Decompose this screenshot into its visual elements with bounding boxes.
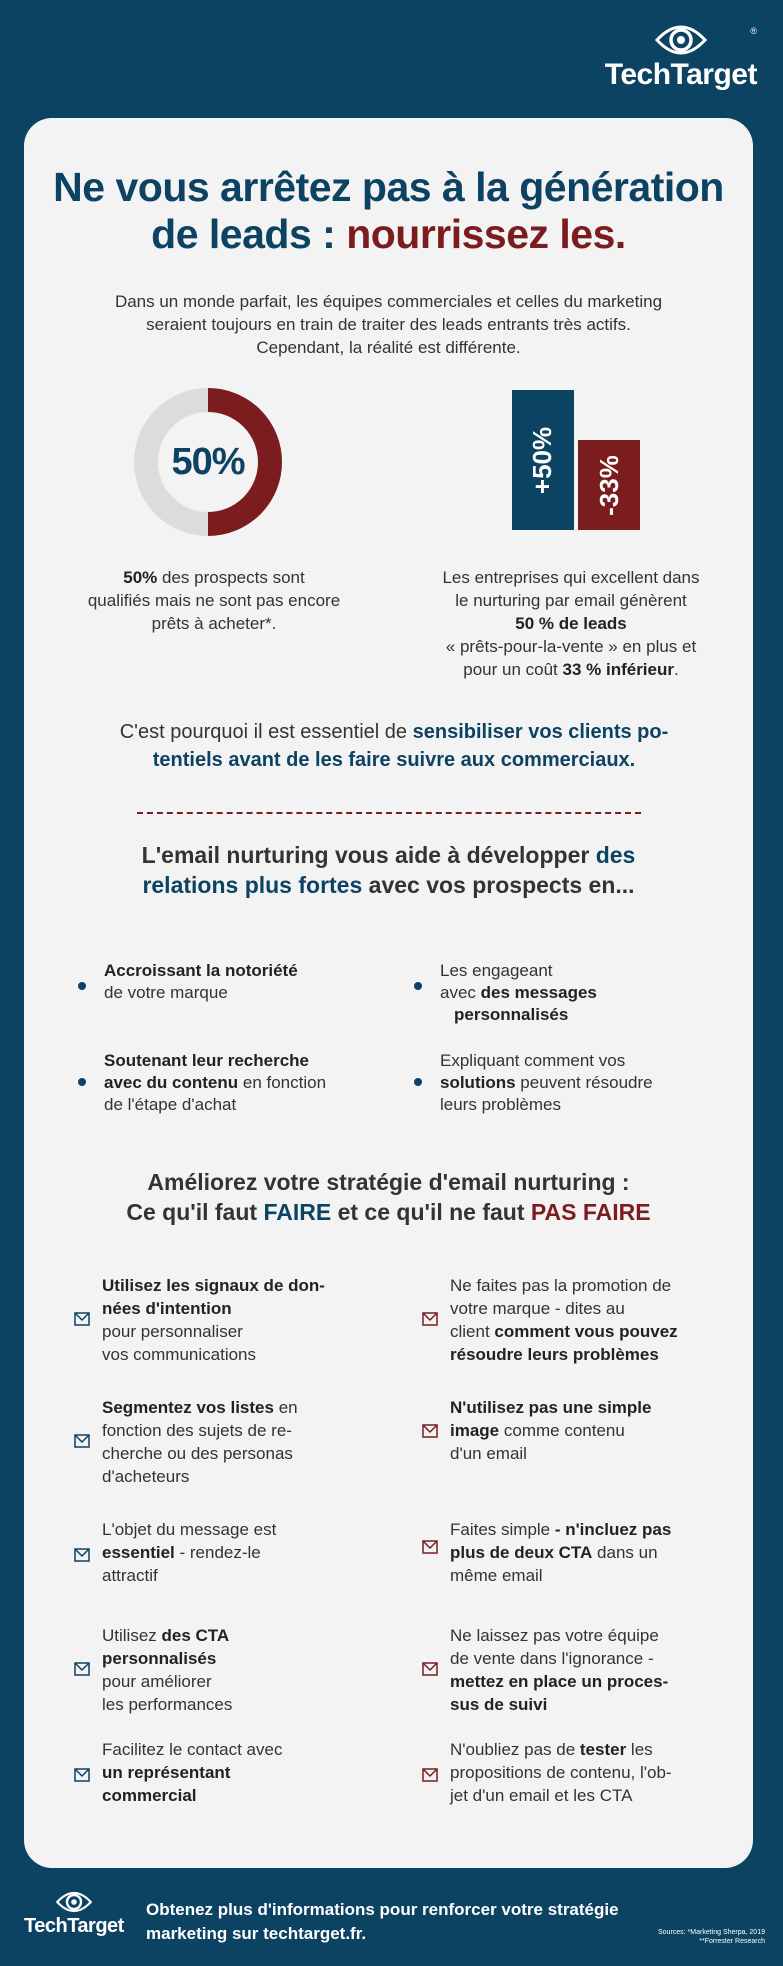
title-line-2b: nourrissez les.	[346, 211, 626, 257]
intro-line: seraient toujours en train de traiter des leads entrants très actifs.	[146, 315, 631, 334]
envelope-icon	[74, 1434, 90, 1448]
do-text: Utilisez	[102, 1626, 162, 1645]
do-text: vos communications	[102, 1345, 257, 1364]
bar-pair	[512, 390, 652, 530]
heading-part: Ce qu'il faut	[126, 1199, 264, 1225]
bullet-dot	[78, 1078, 86, 1086]
do-item	[102, 1274, 352, 1366]
bar-minus-33	[578, 440, 640, 530]
dont-item	[450, 1396, 700, 1465]
heading-part: Améliorez votre stratégie d'email nurturing :	[147, 1169, 630, 1195]
sources-note	[658, 1928, 765, 1946]
heading-part: L'email nurturing vous aide à développer	[141, 842, 596, 868]
do-item	[102, 1518, 352, 1587]
stat-left-text	[64, 566, 364, 635]
stat-right-bold: 50 % de leads	[515, 614, 627, 633]
bar-plus-50	[512, 390, 574, 530]
do-text: les performances	[102, 1695, 233, 1714]
footer-cta-link[interactable]	[146, 1898, 666, 1946]
bullet-bold: avec du contenu	[104, 1073, 239, 1092]
dont-bold: comment vous pouvez	[494, 1322, 678, 1341]
footer-wordmark: TechTarget	[24, 1915, 124, 1937]
bullet-dot	[414, 982, 422, 990]
dont-bold: image	[450, 1421, 500, 1440]
heading-highlight: des	[595, 842, 636, 868]
dont-text: même email	[450, 1566, 543, 1585]
bullet-bold: personnalisés	[454, 1005, 569, 1024]
envelope-icon	[422, 1768, 438, 1782]
do-bold: nées d'intention	[102, 1299, 232, 1318]
do-bold: Segmentez vos listes	[102, 1398, 274, 1417]
key-message-lead: C'est pourquoi il est essentiel de	[119, 721, 413, 743]
eye-icon	[54, 1888, 94, 1916]
do-text: d'acheteurs	[102, 1467, 190, 1486]
envelope-icon	[74, 1548, 90, 1562]
envelope-icon	[74, 1768, 90, 1782]
bullet-text: en fonction	[238, 1073, 327, 1092]
dont-text: jet d'un email et les CTA	[450, 1786, 633, 1805]
do-item	[102, 1624, 352, 1716]
footer-cta-line: marketing sur techtarget.fr.	[146, 1924, 367, 1943]
dont-text: comme contenu	[499, 1421, 625, 1440]
eye-icon	[653, 20, 709, 60]
dont-bold: N'utilisez pas une simple	[450, 1398, 652, 1417]
stat-left-bold: 50%	[123, 568, 158, 587]
do-bold: essentiel	[102, 1543, 175, 1562]
dont-text: votre marque - dites au	[450, 1299, 625, 1318]
bullet-text: Les engageant	[440, 961, 553, 980]
dont-item	[450, 1738, 710, 1807]
dont-bold: plus de deux CTA	[450, 1543, 593, 1562]
do-text: pour améliorer	[102, 1672, 212, 1691]
dont-text: dans un	[592, 1543, 658, 1562]
bullet-bold: Soutenant leur recherche	[104, 1051, 310, 1070]
dont-bold: sus de suivi	[450, 1695, 548, 1714]
stat-right-text	[416, 566, 726, 681]
stat-left-line: prêts à acheter*.	[151, 614, 277, 633]
dont-bold: mettez en place un proces-	[450, 1672, 669, 1691]
heading-dont: PAS FAIRE	[530, 1199, 651, 1225]
bullet-text: peuvent résoudre	[515, 1073, 653, 1092]
stat-right-line: .	[674, 660, 679, 679]
dont-item	[450, 1624, 700, 1716]
bullet-bold: solutions	[440, 1073, 516, 1092]
do-text: pour personnaliser	[102, 1322, 243, 1341]
registered-mark: ®	[750, 26, 757, 36]
heading-highlight: relations plus fortes	[142, 872, 363, 898]
do-bold: Utilisez les signaux de don-	[102, 1276, 325, 1295]
bullet-dot	[78, 982, 86, 990]
dashed-divider	[137, 812, 641, 814]
bullet-dot	[414, 1078, 422, 1086]
dont-text: Ne laissez pas votre équipe	[450, 1626, 659, 1645]
dont-text: N'oubliez pas de	[450, 1740, 580, 1759]
source-line: Sources: *Marketing Sherpa, 2019	[657, 1929, 765, 1936]
dont-text: Ne faites pas la promotion de	[450, 1276, 672, 1295]
dont-bold: résoudre leurs problèmes	[450, 1345, 659, 1364]
donut-label: 50%	[171, 440, 245, 483]
do-bold: personnalisés	[102, 1649, 217, 1668]
bar-plus-label: +50%	[527, 426, 558, 494]
envelope-icon	[422, 1540, 438, 1554]
do-bold: commercial	[102, 1786, 197, 1805]
do-text: cherche ou des personas	[102, 1444, 293, 1463]
intro-line: Dans un monde parfait, les équipes commerciales et celles du marketing	[114, 292, 663, 311]
envelope-icon	[74, 1312, 90, 1326]
do-text: L'objet du message est	[102, 1520, 277, 1539]
intro-paragraph	[24, 290, 753, 359]
heading-do: FAIRE	[263, 1199, 332, 1225]
dont-item	[450, 1274, 700, 1366]
stat-left-line: des prospects sont	[157, 568, 305, 587]
title-line-2a: de leads :	[151, 211, 347, 257]
do-text: Facilitez le contact avec	[102, 1740, 283, 1759]
stat-right-line: Les entreprises qui excellent dans	[442, 568, 700, 587]
dont-bold: tester	[579, 1740, 627, 1759]
key-message-highlight: tentiels avant de les faire suivre aux commerciaux.	[152, 749, 636, 771]
logo-wordmark: TechTarget	[604, 58, 757, 91]
do-item	[102, 1738, 352, 1807]
bullet-text: Expliquant comment vos	[440, 1051, 626, 1070]
dont-text: Faites simple	[450, 1520, 551, 1539]
do-bold: des CTA	[161, 1626, 230, 1645]
bar-minus-label: -33%	[593, 454, 624, 516]
bullet-text: de l'étape d'achat	[104, 1095, 237, 1114]
bullet-text: leurs problèmes	[440, 1095, 561, 1114]
envelope-icon	[422, 1312, 438, 1326]
dont-bold: - n'incluez pas	[550, 1520, 672, 1539]
bullet-text: avec	[440, 983, 481, 1002]
key-message-highlight: sensibiliser vos clients po-	[412, 721, 669, 743]
section-heading-nurturing	[24, 840, 753, 900]
dont-item	[450, 1518, 700, 1587]
do-bold: un représentant	[102, 1763, 231, 1782]
bullet-text: de votre marque	[104, 983, 228, 1002]
key-message	[74, 718, 714, 774]
do-item	[102, 1396, 352, 1488]
techtarget-logo[interactable]	[605, 20, 757, 92]
section-heading-dos-donts	[24, 1167, 753, 1227]
bullet-bold: Accroissant la notoriété	[104, 961, 298, 980]
footer-cta-line: Obtenez plus d'informations pour renforcer votre stratégie	[146, 1900, 619, 1919]
do-text: attractif	[102, 1566, 158, 1585]
dont-text: propositions de contenu, l'ob-	[450, 1763, 672, 1782]
stat-left-line: qualifiés mais ne sont pas encore	[87, 591, 341, 610]
envelope-icon	[422, 1424, 438, 1438]
content-card	[24, 118, 753, 1868]
bullet-bold: des messages	[480, 983, 597, 1002]
do-text: en	[273, 1398, 298, 1417]
stat-right-bold: 33 % inférieur	[562, 660, 674, 679]
dont-text: client	[450, 1322, 495, 1341]
envelope-icon	[74, 1662, 90, 1676]
title-line-1: Ne vous arrêtez pas à la génération	[53, 164, 724, 210]
source-line: **Forrester Research	[699, 1938, 765, 1945]
envelope-icon	[422, 1662, 438, 1676]
stat-right-line: « prêts-pour-la-vente » en plus et	[445, 637, 697, 656]
stat-right-line: pour un coût	[463, 660, 563, 679]
page-title	[24, 164, 753, 258]
intro-line: Cependant, la réalité est différente.	[256, 338, 521, 357]
do-text: fonction des sujets de re-	[102, 1421, 292, 1440]
stat-right-line: le nurturing par email génèrent	[455, 591, 687, 610]
heading-part: et ce qu'il ne faut	[331, 1199, 531, 1225]
do-text: - rendez-le	[174, 1543, 261, 1562]
heading-part: avec vos prospects en...	[362, 872, 635, 898]
dont-text: les	[626, 1740, 653, 1759]
dont-text: d'un email	[450, 1444, 527, 1463]
dont-text: de vente dans l'ignorance -	[450, 1649, 654, 1668]
footer-logo[interactable]	[24, 1888, 124, 1938]
